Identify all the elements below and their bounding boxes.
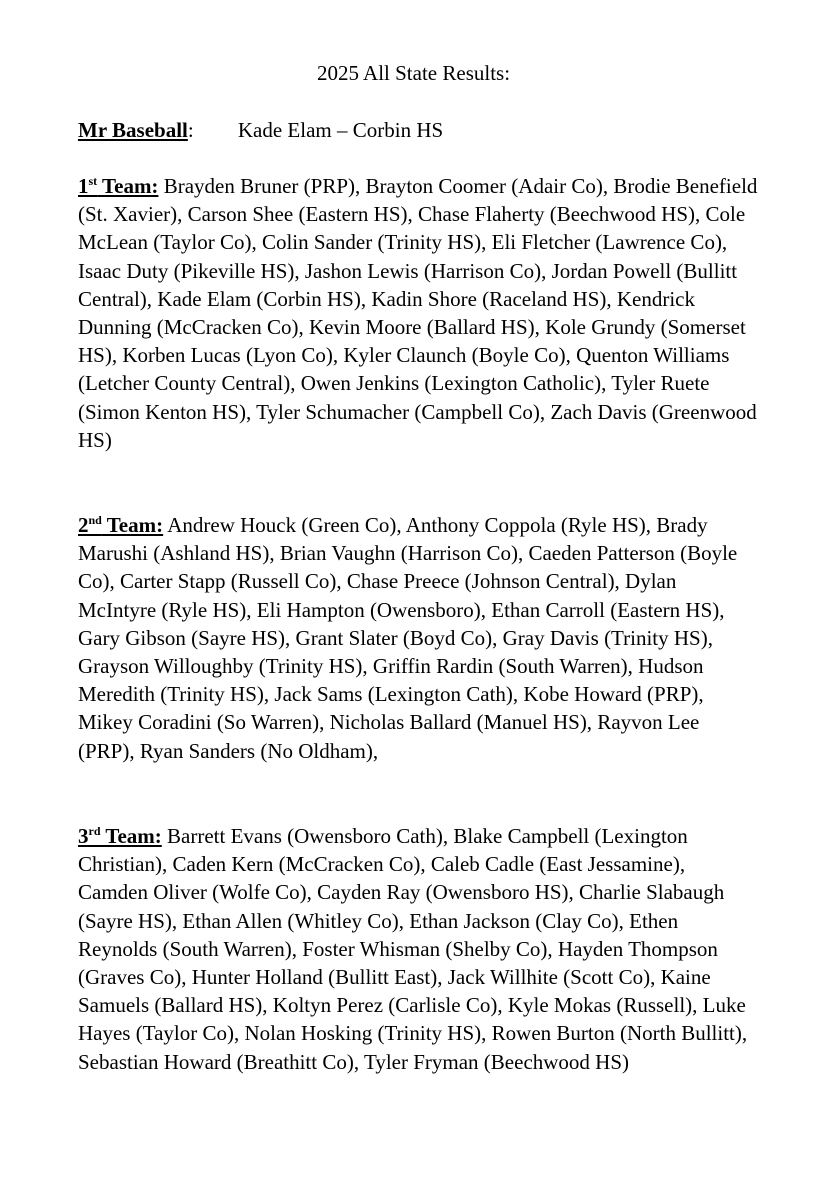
third-team-label-text: Team: [100, 824, 162, 848]
first-team-number: 1 [78, 174, 89, 198]
third-team-ordinal-suffix: rd [88, 824, 101, 838]
award-winner: Kade Elam – Corbin HS [237, 118, 444, 142]
second-team-label [78, 513, 163, 537]
second-team-number: 2 [78, 513, 89, 537]
second-team-section [78, 511, 758, 765]
third-team-number: 3 [78, 824, 89, 848]
document-title: 2025 All State Results: [316, 61, 511, 85]
second-team-ordinal-suffix: nd [88, 513, 102, 527]
third-team-section [78, 822, 758, 1076]
third-team-label [78, 824, 162, 848]
first-team-ordinal-suffix: st [88, 174, 98, 188]
award-colon: : [187, 118, 194, 142]
mr-baseball-line [78, 116, 443, 144]
award-label: Mr Baseball [78, 118, 188, 142]
third-team-players: Barrett Evans (Owensboro Cath), Blake Campbell (Lexington Christian), Caden Kern (McCracken Co), Caleb Cadle (East Jessamine), Camden Oliver (Wolfe Co), Cayden Ray (Owensboro HS), Charlie Slabaugh (Sayre HS), Ethan Allen (Whitley Co), Ethan Jackson (Clay Co), Ethen Reynolds (South Warren), Foster Whisman (Shelby Co), Hayden Thompson (Graves Co), Hunter Holland (Bullitt East), Jack Willhite (Scott Co), Kaine Samuels (Ballard HS), Koltyn Perez (Carlisle Co), Kyle Mokas (Russell), Luke Hayes (Taylor Co), Nolan Hosking (Trinity HS), Rowen Burton (North Bullitt), Sebastian Howard (Breathitt Co), Tyler Fryman (Beechwood HS) [78, 824, 748, 1074]
second-team-label-text: Team: [101, 513, 164, 537]
first-team-label-text: Team: [97, 174, 159, 198]
first-team-section [78, 172, 758, 454]
first-team-label [78, 174, 158, 198]
first-team-players: Brayden Bruner (PRP), Brayton Coomer (Adair Co), Brodie Benefield (St. Xavier), Carson Shee (Eastern HS), Chase Flaherty (Beechwood HS), Cole McLean (Taylor Co), Colin Sander (Trinity HS), Eli Fletcher (Lawrence Co), Isaac Duty (Pikeville HS), Jashon Lewis (Harrison Co), Jordan Powell (Bullitt Central), Kade Elam (Corbin HS), Kadin Shore (Raceland HS), Kendrick Dunning (McCracken Co), Kevin Moore (Ballard HS), Kole Grundy (Somerset HS), Korben Lucas (Lyon Co), Kyler Claunch (Boyle Co), Quenton Williams (Letcher County Central), Owen Jenkins (Lexington Catholic), Tyler Ruete (Simon Kenton HS), Tyler Schumacher (Campbell Co), Zach Davis (Greenwood HS) [78, 174, 758, 452]
second-team-players: Andrew Houck (Green Co), Anthony Coppola (Ryle HS), Brady Marushi (Ashland HS), Brian Vaughn (Harrison Co), Caeden Patterson (Boyle Co), Carter Stapp (Russell Co), Chase Preece (Johnson Central), Dylan McIntyre (Ryle HS), Eli Hampton (Owensboro), Ethan Carroll (Eastern HS), Gary Gibson (Sayre HS), Grant Slater (Boyd Co), Gray Davis (Trinity HS), Grayson Willoughby (Trinity HS), Griffin Rardin (South Warren), Hudson Meredith (Trinity HS), Jack Sams (Lexington Cath), Kobe Howard (PRP), Mikey Coradini (So Warren), Nicholas Ballard (Manuel HS), Rayvon Lee (PRP), Ryan Sanders (No Oldham), [78, 513, 738, 763]
